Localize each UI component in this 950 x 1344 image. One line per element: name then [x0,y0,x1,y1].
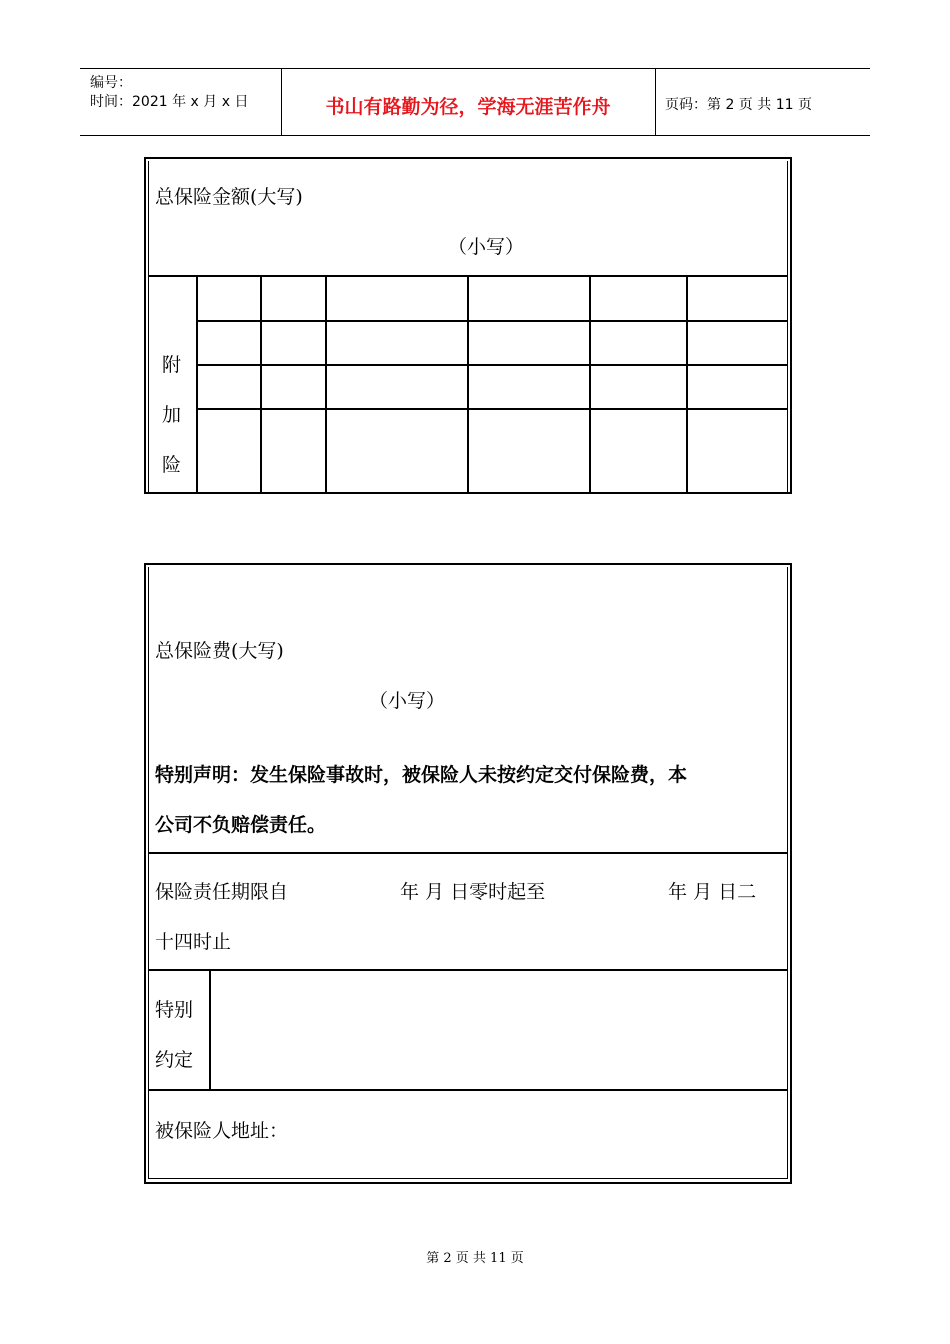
table-border [790,563,792,1184]
row-divider [197,408,788,410]
insurance-period-end-time: 十四时止 [155,931,232,953]
insured-address-label: 被保险人地址： [155,1120,289,1142]
header-motto: 书山有路勤为径，学海无涯苦作舟 [325,96,611,118]
table-border [790,157,792,494]
insurance-period-prefix: 保险责任期限自 [155,881,289,903]
special-terms-label: 特别 [155,999,194,1021]
column-divider [589,277,591,492]
table-border [148,1178,788,1179]
table-border [787,567,788,1179]
header-divider [655,68,656,136]
total-insured-amount-lower: （小写） [448,236,525,258]
row-divider [197,364,788,366]
table-border [148,567,149,1179]
insurance-period-start: 年 月 日零时起至 [400,881,546,903]
row-divider [148,969,788,971]
rider-label-char: 附 [162,354,182,376]
table-border [144,157,146,494]
special-declaration-line: 特别声明：发生保险事故时，被保险人未按约定交付保险费，本 [155,764,688,786]
row-divider [148,852,788,854]
total-premium-lower: （小写） [369,690,446,712]
row-divider [197,320,788,322]
table-border [144,157,792,159]
header-page-info: 页码：第 2 页 共 11 页 [665,97,812,113]
insured-address-field[interactable] [300,1100,784,1170]
row-divider [148,1089,788,1091]
table-border [144,563,146,1184]
column-divider [325,277,327,492]
document-date: 时间：2021 年 x 月 x 日 [90,94,249,110]
header-top-rule [80,68,870,69]
page-footer: 第 2 页 共 11 页 [426,1251,524,1266]
column-divider [686,277,688,492]
column-divider [196,277,198,492]
column-divider [209,971,211,1089]
table-border [787,161,788,492]
column-divider [260,277,262,492]
special-terms-field[interactable] [213,973,785,1087]
table-border [144,492,792,494]
table-border [144,1182,792,1184]
rider-label-char: 险 [162,454,182,476]
special-terms-label: 约定 [155,1049,194,1071]
rider-label-char: 加 [162,404,182,426]
table-border [144,563,792,565]
special-declaration-line: 公司不负赔偿责任。 [155,814,327,836]
header-bottom-rule [80,135,870,136]
column-divider [467,277,469,492]
total-insured-amount-upper: 总保险金额(大写) [155,186,303,208]
table-border [148,161,149,492]
insurance-period-end: 年 月 日二 [668,881,757,903]
document-code-label: 编号： [90,75,132,91]
total-premium-upper: 总保险费(大写) [155,640,284,662]
